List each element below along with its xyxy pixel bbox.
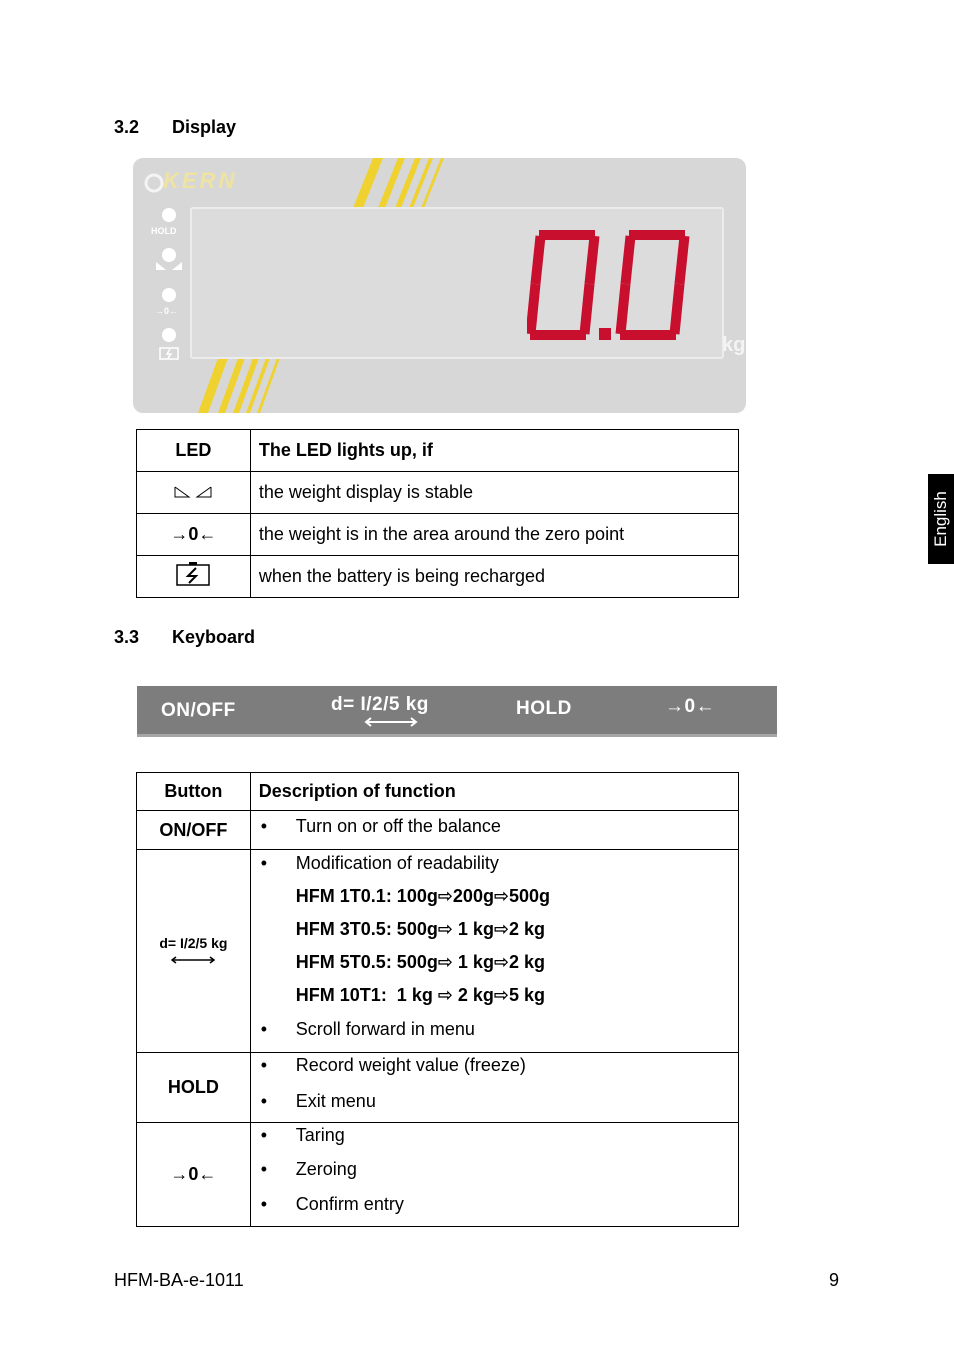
table-row (137, 811, 739, 850)
zero-label: →0← (137, 1123, 251, 1227)
list-item: • Modification of readability (251, 850, 738, 880)
list-item: • Record weight value (freeze) (251, 1053, 738, 1087)
zero-led (162, 288, 176, 302)
decimal-point (599, 328, 611, 340)
zero-key[interactable]: →0← (665, 696, 716, 717)
zero-led-label: →0← (155, 306, 179, 316)
stable-led-icon (156, 262, 182, 272)
battery-led (162, 328, 176, 342)
led-table (136, 429, 739, 598)
hold-led (162, 208, 176, 222)
stable-led (162, 248, 176, 262)
stable-icon (174, 486, 212, 498)
hold-led-label: HOLD (151, 226, 177, 236)
battery-led-icon (159, 346, 179, 360)
list-item: • Scroll forward in menu (251, 1012, 738, 1046)
list-item: • Taring (251, 1123, 738, 1157)
led-description: when the battery is being recharged (250, 556, 738, 598)
unit-label: kg (722, 334, 746, 356)
list-item: • Zeroing (251, 1157, 738, 1191)
section-heading-display (114, 117, 414, 141)
model-line: HFM 3T0.5: 500g⇨ 1 kg⇨2 kg (295, 919, 546, 939)
button-header: Button (137, 773, 251, 811)
language-label: English (931, 491, 950, 547)
footer-doc-id: HFM-BA-e-1011 (114, 1270, 244, 1290)
onoff-description (250, 811, 738, 850)
model-line: HFM 5T0.5: 500g⇨ 1 kg⇨2 kg (295, 952, 546, 972)
model-line: HFM 10T1: 1 kg ⇨ 2 kg⇨5 kg (295, 985, 546, 1005)
battery-charge-icon (176, 562, 210, 586)
table-row (137, 472, 739, 514)
led-description: the weight display is stable (250, 472, 738, 514)
zero-symbol: →0← (137, 514, 251, 556)
section-number: 3.2 (114, 117, 140, 137)
table-row (137, 1123, 739, 1227)
zero-description (250, 1123, 738, 1227)
hold-label: HOLD (137, 1053, 251, 1123)
list-item: • Turn on or off the balance (251, 811, 738, 841)
keyboard-strip (137, 686, 777, 737)
onoff-key[interactable]: ON/OFF (161, 700, 236, 721)
lcd-window (190, 207, 724, 359)
onoff-label: ON/OFF (137, 811, 251, 850)
model-line: HFM 1T0.1: 100g⇨200g⇨500g (295, 886, 551, 906)
readability-label: d= I/2/5 kg (159, 935, 228, 951)
weight-reading-display (527, 229, 697, 344)
language-tab (928, 474, 954, 564)
section-title: Keyboard (172, 627, 256, 647)
function-header: Description of function (250, 773, 738, 811)
button-table (136, 772, 739, 1227)
section-number: 3.3 (114, 627, 140, 647)
double-arrow-icon (363, 717, 419, 727)
list-item: • Exit menu (251, 1087, 738, 1121)
list-item: • Confirm entry (251, 1191, 738, 1225)
battery-symbol-cell (137, 556, 251, 598)
section-heading-keyboard (114, 627, 414, 651)
kern-logo (143, 166, 283, 196)
brand-name: KERN (163, 168, 238, 193)
kern-logo-mark-icon (143, 172, 165, 194)
section-title: Display (172, 117, 237, 137)
led-description-header: The LED lights up, if (250, 430, 738, 472)
table-row (137, 1053, 739, 1123)
decorative-stripes-top (323, 158, 483, 208)
readability-key[interactable]: d= I/2/5 kg (331, 694, 429, 715)
table-row (137, 773, 739, 811)
hold-description (250, 1053, 738, 1123)
double-arrow-icon (170, 956, 216, 964)
footer-page-number: 9 (829, 1270, 840, 1290)
table-row (137, 556, 739, 598)
table-row (137, 850, 739, 1053)
table-row (137, 514, 739, 556)
decorative-stripes-bottom (193, 358, 303, 413)
stable-symbol-cell (137, 472, 251, 514)
readability-description (250, 850, 738, 1053)
led-description: the weight is in the area around the zero point (250, 514, 738, 556)
readability-cell (137, 850, 251, 1053)
table-row (137, 430, 739, 472)
scale-display-panel (133, 158, 746, 413)
led-header: LED (137, 430, 251, 472)
hold-key[interactable]: HOLD (516, 698, 572, 719)
